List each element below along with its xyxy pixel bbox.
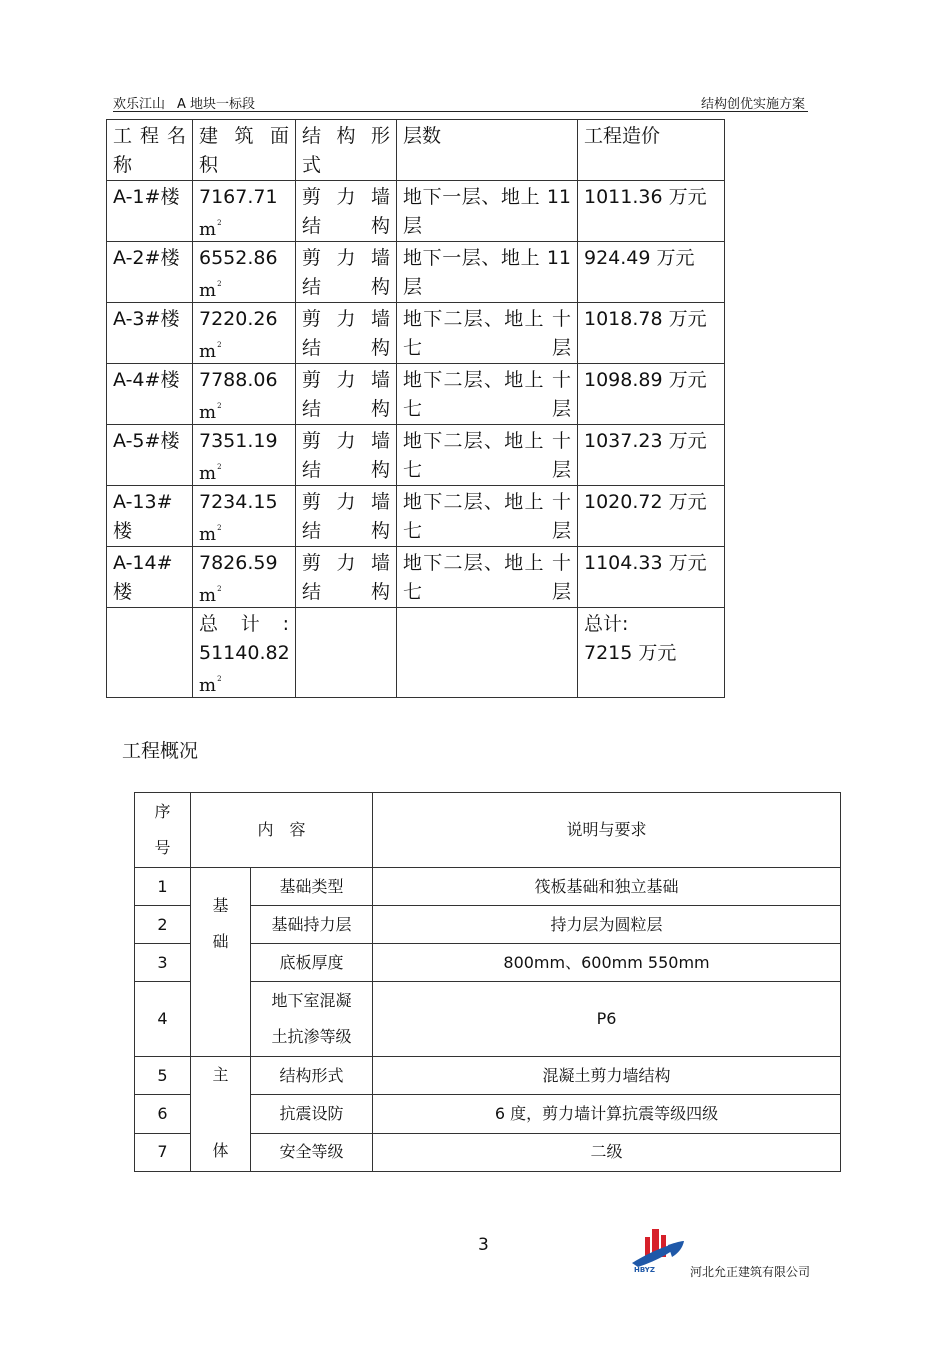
row-item: 基础持力层	[251, 906, 373, 944]
building-area	[193, 364, 296, 425]
building-cost: 1098.89 万元	[578, 364, 725, 425]
header-divider	[113, 111, 808, 112]
header-project-name: 欢乐江山	[113, 97, 166, 112]
building-row	[107, 181, 725, 242]
row-desc: 800mm、600mm 550mm	[373, 944, 841, 982]
total-empty-3	[397, 608, 578, 698]
overview-row	[135, 868, 841, 906]
group-main-1: 主	[212, 1065, 229, 1084]
area-unit-m: m	[199, 585, 217, 606]
total-empty-1	[107, 608, 193, 698]
total-cost-value: 7215 万元	[584, 642, 677, 664]
building-cost: 1104.33 万元	[578, 547, 725, 608]
area-unit	[199, 395, 289, 424]
building-cost: 1011.36 万元	[578, 181, 725, 242]
area-value: 7826.59	[199, 552, 278, 574]
row-item: 基础类型	[251, 868, 373, 906]
building-cost: 1020.72 万元	[578, 486, 725, 547]
building-table	[106, 119, 725, 698]
svg-text:HBYZ: HBYZ	[634, 1266, 655, 1273]
area-unit	[199, 668, 289, 697]
row-desc: P6	[373, 982, 841, 1057]
total-cost	[578, 608, 725, 698]
building-area	[193, 547, 296, 608]
group-main-spacer	[191, 1095, 250, 1133]
building-floors: 地下二层、地上 十七层	[397, 425, 578, 486]
group-foundation-1: 基	[212, 896, 229, 915]
area-unit	[199, 456, 289, 485]
area-unit	[199, 212, 289, 241]
col-header-name: 工程名称	[107, 120, 193, 181]
area-unit-sup: 2	[217, 463, 222, 471]
seq-header-2: 号	[154, 838, 171, 857]
building-floors: 地下二层、地上 十七层	[397, 303, 578, 364]
row-no: 4	[135, 982, 191, 1057]
area-unit	[199, 578, 289, 607]
area-unit	[199, 334, 289, 363]
total-area	[193, 608, 296, 698]
col-header-cost: 工程造价	[578, 120, 725, 181]
overview-table	[134, 792, 841, 1172]
area-unit-sup: 2	[217, 280, 222, 288]
row-desc: 持力层为圆粒层	[373, 906, 841, 944]
area-value: 7234.15	[199, 491, 278, 513]
page-number: 3	[478, 1235, 489, 1255]
group-foundation	[191, 868, 251, 1057]
building-name: A-1#楼	[107, 181, 193, 242]
row-item: 底板厚度	[251, 944, 373, 982]
building-area	[193, 425, 296, 486]
row-item: 抗震设防	[251, 1095, 373, 1133]
building-name: A-3#楼	[107, 303, 193, 364]
group-foundation-2: 础	[212, 932, 229, 951]
col-header-area: 建 筑 面 积	[193, 120, 296, 181]
row-desc: 二级	[373, 1133, 841, 1171]
area-unit-m: m	[199, 402, 217, 423]
building-name: A-14# 楼	[107, 547, 193, 608]
building-area	[193, 486, 296, 547]
building-structure: 剪 力 墙 结构	[296, 242, 397, 303]
building-row	[107, 303, 725, 364]
section-title: 工程概况	[122, 740, 199, 762]
building-structure: 剪 力 墙 结构	[296, 547, 397, 608]
building-row	[107, 364, 725, 425]
building-cost: 1037.23 万元	[578, 425, 725, 486]
total-area-value: 51140.82	[199, 642, 290, 664]
building-area	[193, 303, 296, 364]
area-unit-m: m	[199, 675, 217, 696]
area-value: 7167.71	[199, 186, 278, 208]
area-unit-sup: 2	[217, 524, 222, 532]
header-doc-title: 结构创优实施方案	[700, 97, 805, 112]
area-unit-m: m	[199, 524, 217, 545]
building-row	[107, 425, 725, 486]
total-cost-label: 总计:	[584, 613, 629, 635]
content-header: 内 容	[191, 793, 373, 868]
row-item-line-2: 土抗渗等级	[271, 1027, 352, 1046]
building-table-header	[107, 120, 725, 181]
area-unit-m: m	[199, 341, 217, 362]
building-floors: 地下二层、地上 十七层	[397, 547, 578, 608]
building-name: A-2#楼	[107, 242, 193, 303]
row-no: 6	[135, 1095, 191, 1133]
area-unit-sup: 2	[217, 675, 222, 683]
building-row	[107, 486, 725, 547]
building-name: A-4#楼	[107, 364, 193, 425]
col-header-floors: 层数	[397, 120, 578, 181]
header-section: A 地块一标段	[177, 97, 256, 112]
row-desc: 混凝土剪力墙结构	[373, 1057, 841, 1095]
building-floors: 地下二层、地上 十七层	[397, 364, 578, 425]
building-floors: 地下一层、地上 11 层	[397, 242, 578, 303]
area-unit-sup: 2	[217, 402, 222, 410]
row-desc: 6 度，剪力墙计算抗震等级四级	[373, 1095, 841, 1133]
building-row	[107, 547, 725, 608]
header-project	[113, 93, 255, 112]
company-logo-icon	[628, 1227, 688, 1273]
group-main	[191, 1057, 251, 1172]
building-structure: 剪 力 墙 结构	[296, 425, 397, 486]
area-unit-m: m	[199, 219, 217, 240]
area-value: 7351.19	[199, 430, 278, 452]
seq-header-1: 序	[154, 802, 171, 821]
area-unit-sup: 2	[217, 219, 222, 227]
col-header-structure: 结 构 形 式	[296, 120, 397, 181]
building-area	[193, 181, 296, 242]
building-name: A-13# 楼	[107, 486, 193, 547]
building-floors: 地下二层、地上 十七层	[397, 486, 578, 547]
building-floors: 地下一层、地上 11 层	[397, 181, 578, 242]
area-unit-sup: 2	[217, 585, 222, 593]
total-row	[107, 608, 725, 698]
area-value: 7788.06	[199, 369, 278, 391]
area-unit-m: m	[199, 463, 217, 484]
building-cost: 924.49 万元	[578, 242, 725, 303]
row-no: 2	[135, 906, 191, 944]
seq-header	[135, 793, 191, 868]
row-no: 7	[135, 1133, 191, 1171]
row-no: 3	[135, 944, 191, 982]
company-name: 河北允正建筑有限公司	[690, 1265, 811, 1279]
desc-header: 说明与要求	[373, 793, 841, 868]
row-no: 1	[135, 868, 191, 906]
overview-row	[135, 1057, 841, 1095]
building-structure: 剪 力 墙 结构	[296, 364, 397, 425]
total-area-label: 总 计 :	[199, 613, 289, 635]
total-empty-2	[296, 608, 397, 698]
area-value: 6552.86	[199, 247, 278, 269]
area-unit-sup: 2	[217, 341, 222, 349]
building-structure: 剪 力 墙 结构	[296, 181, 397, 242]
row-item: 安全等级	[251, 1133, 373, 1171]
building-row	[107, 242, 725, 303]
row-desc: 筏板基础和独立基础	[373, 868, 841, 906]
area-value: 7220.26	[199, 308, 278, 330]
building-structure: 剪 力 墙 结构	[296, 303, 397, 364]
area-unit	[199, 517, 289, 546]
row-item-line-1: 地下室混凝	[271, 991, 352, 1010]
building-structure: 剪 力 墙 结构	[296, 486, 397, 547]
row-item: 结构形式	[251, 1057, 373, 1095]
area-unit-m: m	[199, 280, 217, 301]
row-no: 5	[135, 1057, 191, 1095]
building-name: A-5#楼	[107, 425, 193, 486]
building-area	[193, 242, 296, 303]
row-item	[251, 982, 373, 1057]
area-unit	[199, 273, 289, 302]
building-cost: 1018.78 万元	[578, 303, 725, 364]
overview-header	[135, 793, 841, 868]
group-main-2: 体	[212, 1141, 229, 1160]
